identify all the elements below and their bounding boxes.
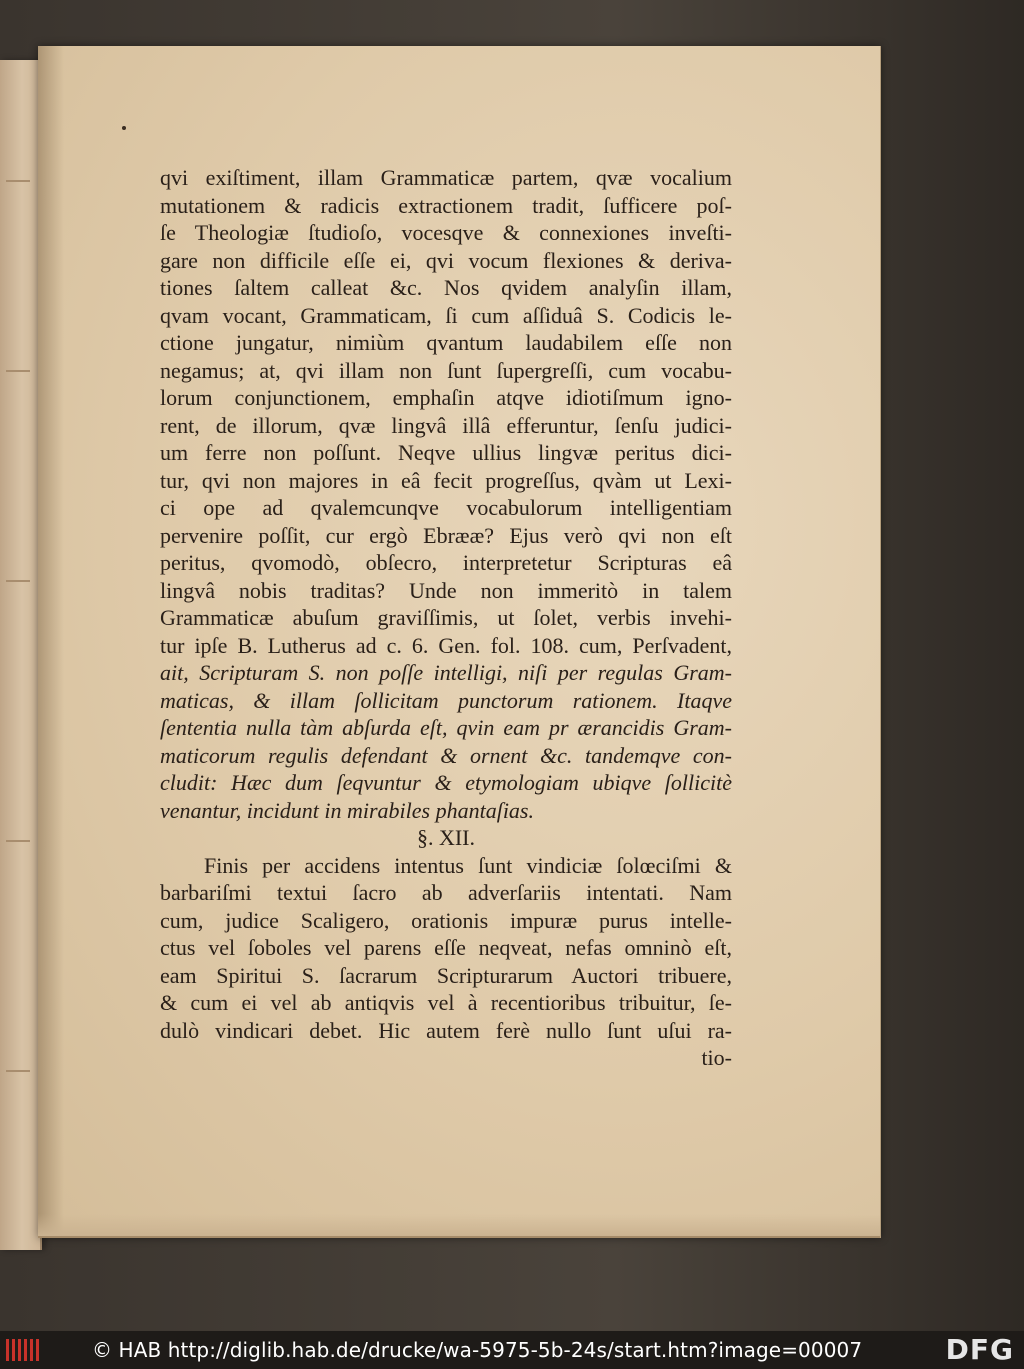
catchword: tio-	[701, 1045, 732, 1070]
page-speck	[122, 126, 126, 130]
text-line: & cum ei vel ab antiqvis vel à recentioribus tribuitur, ſe-	[160, 990, 732, 1015]
text-line: ci ope ad qvalemcunqve vocabulorum intelligentiam	[160, 495, 732, 520]
text-line: cum, judice Scaligero, orationis impuræ purus intelle-	[160, 907, 732, 933]
book-page	[38, 46, 881, 1238]
copyright-url-text: © HAB http://diglib.hab.de/drucke/wa-5975-5b-24s/start.htm?image=00007	[92, 1338, 863, 1362]
dfg-logo: DFG	[945, 1333, 1014, 1366]
text-line: peritus, qvomodò, obſecro, interpretetur Scripturas eâ	[160, 550, 732, 575]
text-line-italic: venantur, incidunt in mirabiles phantaſias.	[160, 797, 534, 823]
text-line-italic: maticorum regulis defendant & ornent &c. tandemqve con-	[160, 742, 732, 768]
text-line: barbariſmi textui ſacro ab adverſariis intentati. Nam	[160, 880, 732, 905]
text-line: lingvâ nobis traditas? Unde non immeritò in talem	[160, 577, 732, 603]
text-line: ctus vel ſoboles vel parens eſſe neqveat, nefas omninò eſt,	[160, 935, 732, 960]
section-heading: §. XII.	[416, 825, 476, 850]
text-line-italic: ſententia nulla tàm abſurda eſt, qvin eam pr ærancidis Gram-	[160, 715, 732, 740]
text-line: ſe Theologiæ ſtudioſo, vocesqve & connexiones inveſti-	[160, 220, 732, 245]
text-line: dulò vindicari debet. Hic autem ferè nullo ſunt uſui ra-	[160, 1017, 732, 1043]
text-line-italic: cludit: Hæc dum ſeqvuntur & etymologiam ubiqve ſollicitè	[160, 770, 732, 795]
text-line: mutationem & radicis extractionem tradit, ſufficere poſ-	[160, 192, 732, 218]
text-line: qvam vocant, Grammaticam, ſi cum aſſiduâ S. Codicis le-	[160, 302, 732, 328]
text-line: Finis per accidens intentus ſunt vindiciæ ſolœciſmi &	[204, 852, 732, 878]
text-line: um ferre non poſſunt. Neqve ullius lingvæ peritus dici-	[160, 440, 732, 465]
text-line: pervenire poſſit, cur ergò Ebrææ? Ejus verò qvi non eſt	[160, 522, 732, 548]
text-line: eam Spiritui S. ſacrarum Scripturarum Auctori tribuere,	[160, 962, 732, 988]
footer-bar	[0, 1331, 1024, 1369]
text-line: lorum conjunctionem, emphaſin atqve idiotiſmum igno-	[160, 385, 732, 410]
page-text-block	[160, 164, 732, 1072]
library-barcode-icon	[6, 1339, 40, 1361]
text-line: tiones ſaltem calleat &c. Nos qvidem analyſin illam,	[160, 275, 732, 300]
text-line: rent, de illorum, qvæ lingvâ illâ efferuntur, ſenſu judici-	[160, 412, 732, 438]
text-line: tur, qvi non majores in eâ fecit progreſſus, qvàm ut Lexi-	[160, 467, 732, 493]
text-line: ctione jungatur, nimiùm qvantum laudabilem eſſe non	[160, 330, 732, 355]
text-line-italic: ait, Scripturam S. non poſſe intelligi, niſi per regulas Gram-	[160, 660, 732, 685]
text-line: gare non difficile eſſe ei, qvi vocum flexiones & deriva-	[160, 247, 732, 273]
text-line: tur ipſe B. Lutherus ad c. 6. Gen. fol. 108. cum, Perſvadent,	[160, 632, 732, 658]
text-line: Grammaticæ abuſum graviſſimis, ut ſolet, verbis invehi-	[160, 605, 732, 630]
text-line-italic: maticas, & illam ſollicitam punctorum rationem. Itaqve	[160, 687, 732, 713]
page-bottom-edge	[38, 1214, 880, 1238]
previous-leaf-edge	[0, 60, 42, 1250]
page-gutter-shadow	[38, 46, 64, 1238]
text-line: qvi exiſtiment, illam Grammaticæ partem, qvæ vocalium	[160, 165, 732, 190]
text-line: negamus; at, qvi illam non ſunt ſupergreſſi, cum vocabu-	[160, 357, 732, 383]
